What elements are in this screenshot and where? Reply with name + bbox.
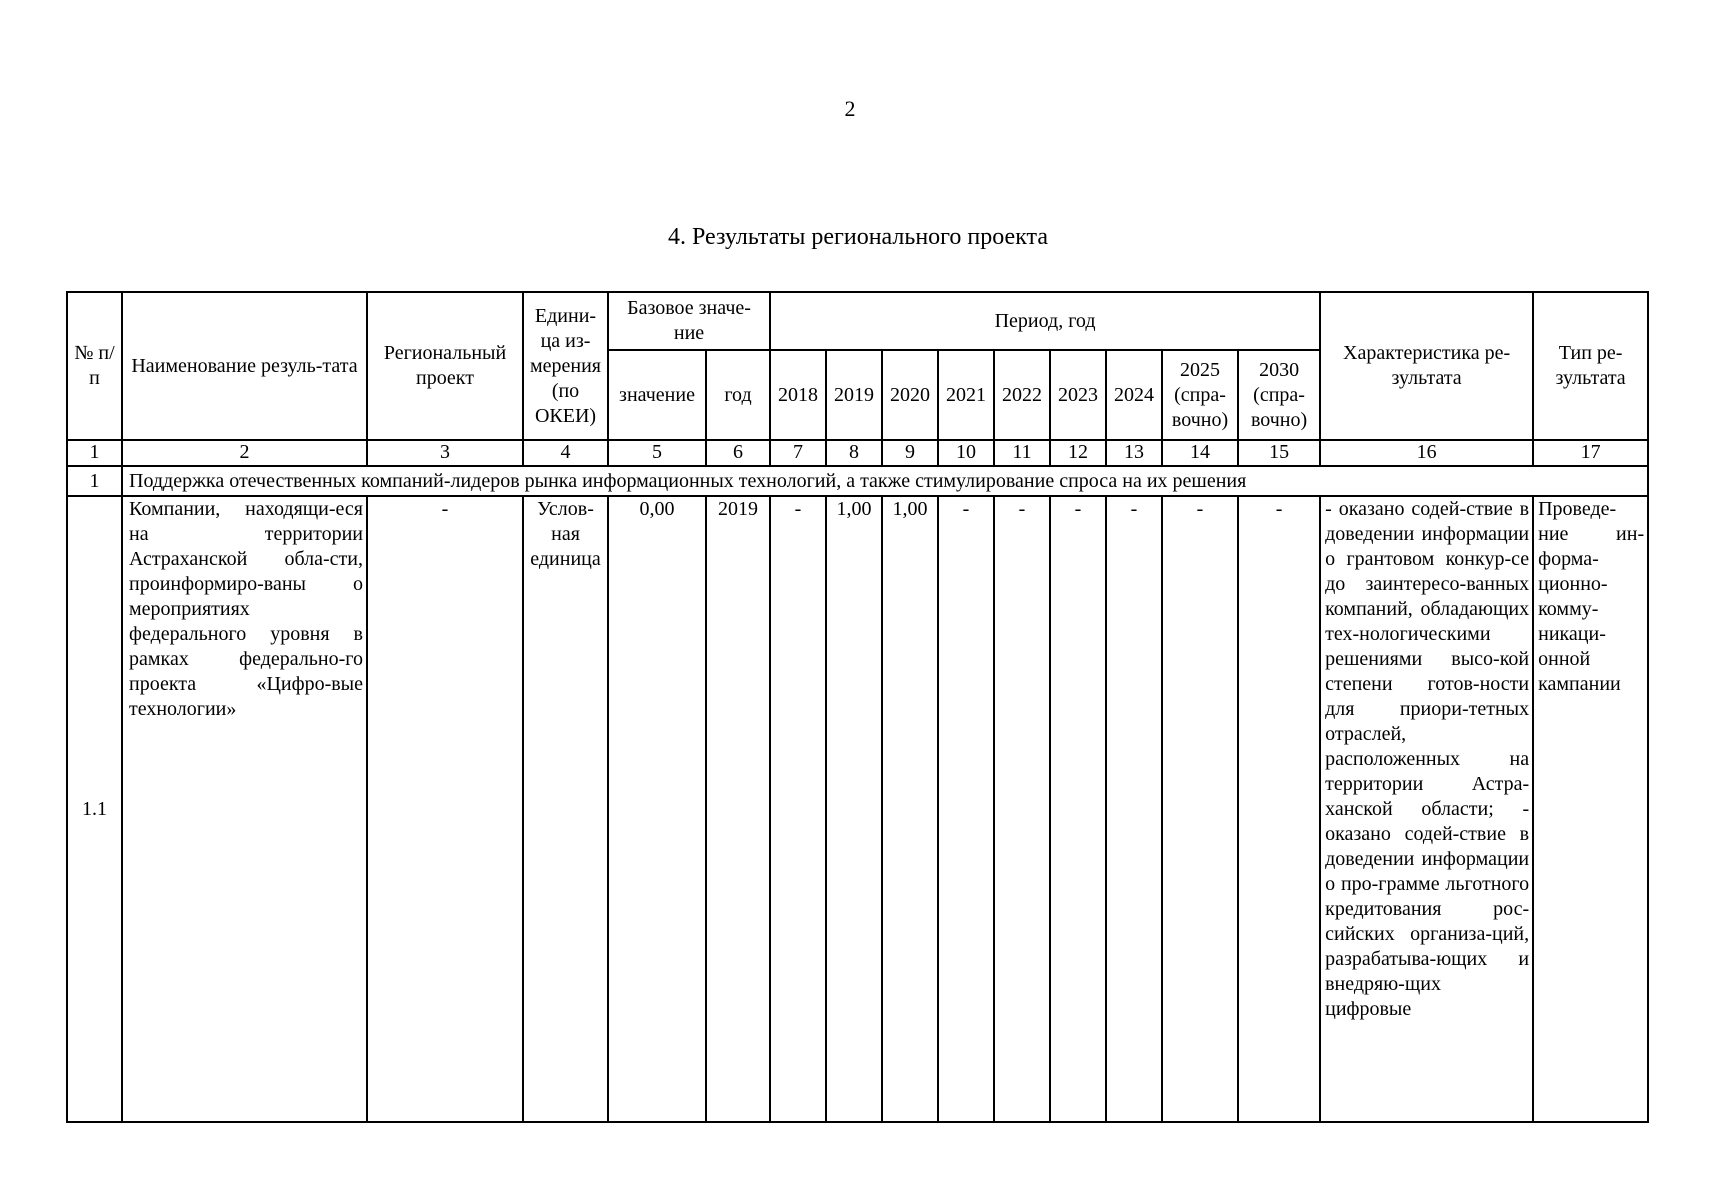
header-year: год [706, 350, 770, 440]
base-year: 2019 [706, 496, 770, 1122]
column-number: 2 [122, 440, 367, 466]
period-value-2023: - [1050, 496, 1106, 1122]
table-row [67, 496, 1648, 1122]
column-number: 14 [1162, 440, 1238, 466]
column-number: 8 [826, 440, 882, 466]
result-type: Проведе-ние ин-форма-ционно-комму-никаци-онной кампании [1533, 496, 1648, 1122]
result-characteristic: - оказано содей-ствие в доведении информации о грантовом конкур-се до заинтересо-ванных компаний, обладающих тех-нологическими решениями высо-кой степени готов-ности для приори-тетных отраслей, расположенных на территории Астра-ханской области; - оказано содей-ствие в доведении информации о про-грамме льготного кредитования рос-сийских организа-ций, разрабатыва-ющих и внедряю-щих цифровые [1320, 496, 1533, 1122]
page-number: 2 [844, 96, 856, 121]
column-number: 7 [770, 440, 826, 466]
header-year-8: 2030 (спра-вочно) [1238, 350, 1320, 440]
header-name: Наименование резуль-тата [122, 292, 367, 440]
section-title: 4. Результаты регионального проекта [668, 224, 1048, 250]
column-number: 16 [1320, 440, 1533, 466]
period-value-2018: - [770, 496, 826, 1122]
header-characteristic: Характеристика ре-зультата [1320, 292, 1533, 440]
column-number: 10 [938, 440, 994, 466]
column-number: 9 [882, 440, 938, 466]
base-value: 0,00 [608, 496, 706, 1122]
header-year-0: 2018 [770, 350, 826, 440]
section-title-cell: Поддержка отечественных компаний-лидеров рынка информационных технологий, а также стимулирование спроса на их решения [122, 466, 1648, 496]
header-row-1 [67, 292, 1648, 350]
column-number: 11 [994, 440, 1050, 466]
column-number: 3 [367, 440, 523, 466]
column-number: 1 [67, 440, 122, 466]
column-number: 4 [523, 440, 608, 466]
period-value-2030: - [1238, 496, 1320, 1122]
results-table [66, 291, 1649, 1123]
column-number: 13 [1106, 440, 1162, 466]
header-period: Период, год [770, 292, 1320, 350]
period-value-2020: 1,00 [882, 496, 938, 1122]
header-year-3: 2021 [938, 350, 994, 440]
section-row [67, 466, 1648, 496]
period-value-2021: - [938, 496, 994, 1122]
header-year-1: 2019 [826, 350, 882, 440]
period-value-2025: - [1162, 496, 1238, 1122]
header-year-5: 2023 [1050, 350, 1106, 440]
period-value-2019: 1,00 [826, 496, 882, 1122]
result-name: Компании, находящи-еся на территории Астраханской обла-сти, проинформиро-ваны о мероприятиях федерального уровня в рамках федерально-го проекта «Цифро-вые технологии» [122, 496, 367, 1122]
column-number: 5 [608, 440, 706, 466]
regional-project-value: - [367, 496, 523, 1122]
column-number-row [67, 440, 1648, 466]
section-number: 1 [67, 466, 122, 496]
header-year-2: 2020 [882, 350, 938, 440]
header-year-7: 2025 (спра-вочно) [1162, 350, 1238, 440]
header-year-6: 2024 [1106, 350, 1162, 440]
header-regional-project: Региональный проект [367, 292, 523, 440]
column-number: 6 [706, 440, 770, 466]
column-number: 17 [1533, 440, 1648, 466]
header-unit: Едини-ца из-мерения (по ОКЕИ) [523, 292, 608, 440]
period-value-2022: - [994, 496, 1050, 1122]
header-result-type: Тип ре-зультата [1533, 292, 1648, 440]
unit-value: Услов-ная единица [523, 496, 608, 1122]
header-base-value: Базовое значе-ние [608, 292, 770, 350]
column-number: 15 [1238, 440, 1320, 466]
header-value: значение [608, 350, 706, 440]
header-year-4: 2022 [994, 350, 1050, 440]
header-num: № п/п [67, 292, 122, 440]
column-number: 12 [1050, 440, 1106, 466]
period-value-2024: - [1106, 496, 1162, 1122]
row-number: 1.1 [67, 496, 122, 1122]
